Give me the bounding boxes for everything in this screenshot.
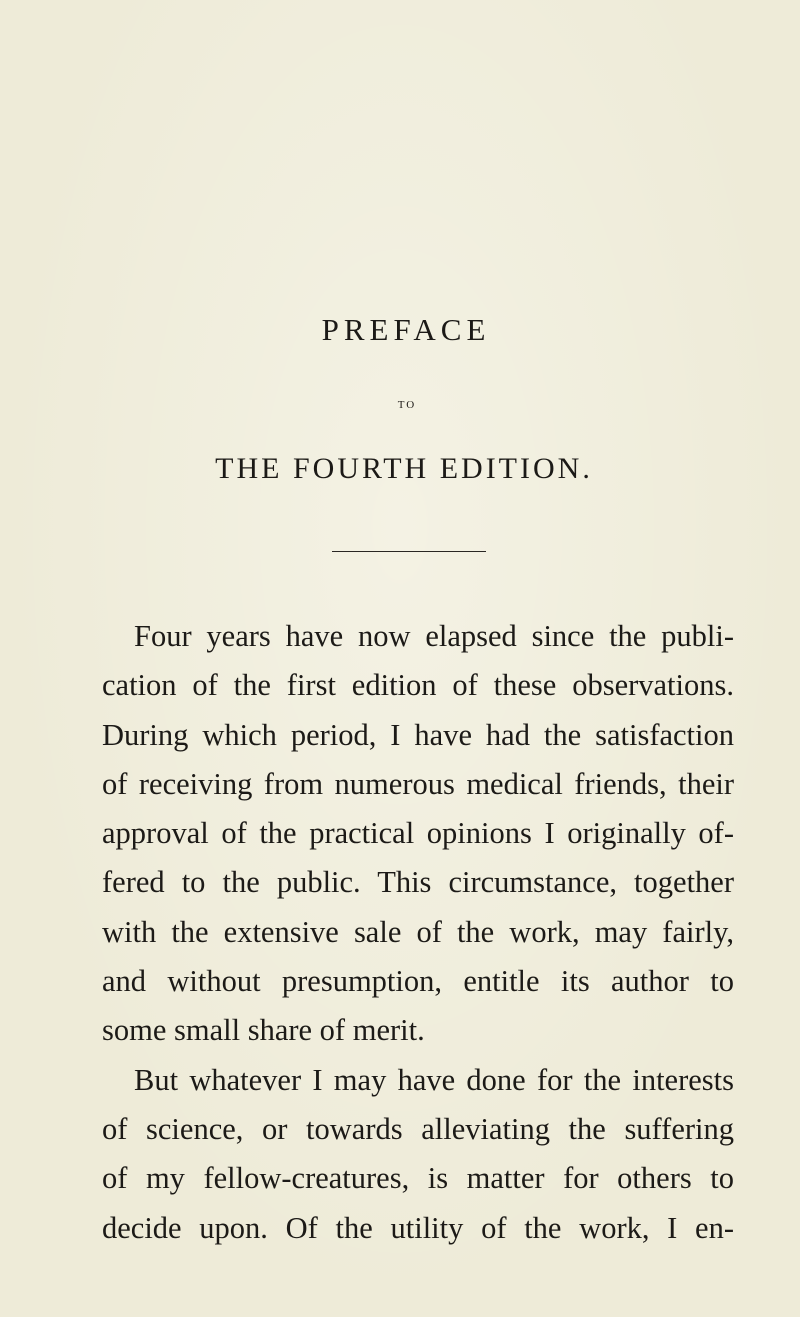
text-line: of receiving from numerous medical friends, their — [102, 766, 734, 801]
text-line: cation of the first edition of these observations. — [102, 668, 734, 703]
preface-body — [102, 612, 734, 1253]
text-line: of my fellow-creatures, is matter for others to — [102, 1161, 734, 1196]
text-line: and without presumption, entitle its author to — [102, 964, 734, 999]
page-title: PREFACE — [321, 312, 491, 347]
text-line: During which period, I have had the satisfaction — [102, 717, 734, 752]
title-connector: TO — [397, 399, 417, 411]
page-subtitle: THE FOURTH EDITION. — [215, 452, 593, 485]
text-line: with the extensive sale of the work, may fairly, — [102, 914, 734, 949]
text-line: Four years have now elapsed since the publi- — [134, 619, 734, 653]
text-line: fered to the public. This circumstance, together — [102, 865, 734, 900]
text-line: But whatever I may have done for the interests — [134, 1062, 734, 1097]
text-line: approval of the practical opinions I originally of- — [102, 816, 734, 851]
text-line: of science, or towards alleviating the suffering — [102, 1111, 734, 1146]
title-divider — [332, 551, 486, 552]
text-line: some small share of merit. — [102, 1013, 425, 1048]
text-line: decide upon. Of the utility of the work, I en- — [102, 1210, 734, 1245]
